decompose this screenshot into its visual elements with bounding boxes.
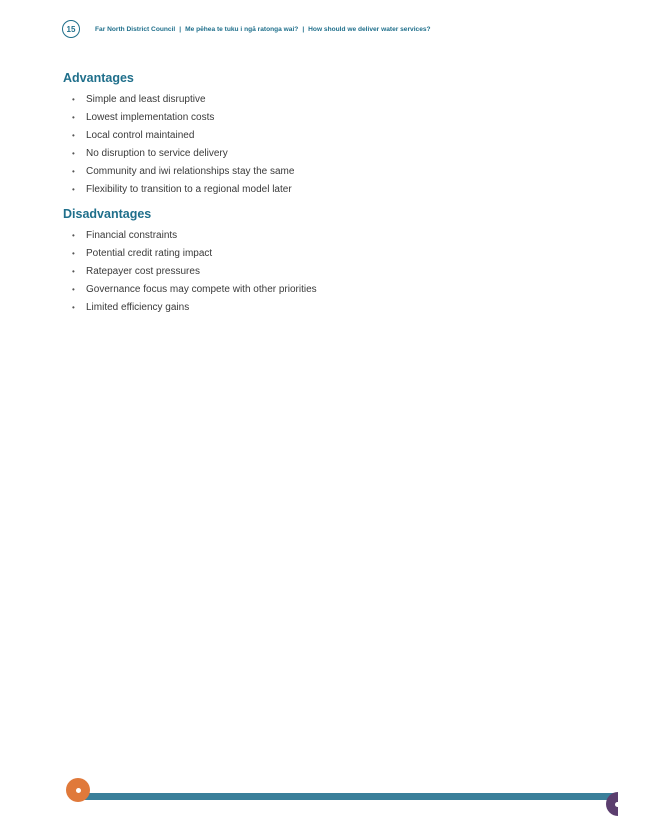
breadcrumb-maori-title: Me pēhea te tuku i ngā ratonga wai?: [185, 25, 299, 33]
bullet-icon: •: [72, 249, 75, 258]
bullet-icon: •: [72, 113, 75, 122]
list-item-text: Governance focus may compete with other priorities: [86, 284, 317, 295]
list-item-text: Flexibility to transition to a regional model later: [86, 184, 292, 195]
footer-dot-icon: [76, 788, 81, 793]
breadcrumb-council: Far North District Council: [95, 25, 176, 33]
list-item: [72, 145, 294, 163]
page-number: 15: [66, 24, 76, 34]
footer-purple-disc: [606, 792, 618, 816]
bullet-icon: •: [72, 95, 75, 104]
footer-purple-half-circle-icon: [606, 792, 618, 816]
list-item-text: Potential credit rating impact: [86, 248, 213, 259]
footer-orange-circle-icon: [66, 778, 90, 802]
list-item: [72, 281, 317, 299]
list-item: [72, 127, 294, 145]
list-item-text: Ratepayer cost pressures: [86, 266, 200, 277]
bullet-icon: •: [72, 267, 75, 276]
bullet-icon: •: [72, 149, 75, 158]
list-item-text: Local control maintained: [86, 130, 195, 141]
bullet-icon: •: [72, 167, 75, 176]
list-item: [72, 181, 294, 199]
list-item-text: No disruption to service delivery: [86, 148, 228, 159]
list-item: [72, 109, 294, 127]
page-header: [62, 19, 431, 39]
list-item-text: Lowest implementation costs: [86, 112, 215, 123]
list-item-text: Community and iwi relationships stay the same: [86, 166, 295, 177]
advantages-heading: Advantages: [63, 71, 134, 85]
list-item-text: Simple and least disruptive: [86, 94, 206, 105]
list-item: [72, 91, 294, 109]
bullet-icon: •: [72, 131, 75, 140]
page-number-badge: [62, 20, 80, 38]
list-item: [72, 245, 317, 263]
bullet-icon: •: [72, 303, 75, 312]
list-item: [72, 299, 317, 317]
advantages-list: [72, 91, 294, 199]
list-item-text: Limited efficiency gains: [86, 302, 190, 313]
disadvantages-list: [72, 227, 317, 317]
list-item: [72, 227, 317, 245]
bullet-icon: •: [72, 185, 75, 194]
breadcrumb-english-title: How should we deliver water services?: [308, 25, 431, 33]
bullet-icon: •: [72, 231, 75, 240]
list-item: [72, 263, 317, 281]
bullet-icon: •: [72, 285, 75, 294]
list-item: [72, 163, 294, 181]
footer-dot-icon: [615, 802, 619, 807]
breadcrumb: [95, 26, 431, 33]
breadcrumb-separator-1: |: [179, 25, 182, 33]
footer-bar: [78, 793, 616, 800]
list-item-text: Financial constraints: [86, 230, 178, 241]
breadcrumb-separator-2: |: [302, 25, 305, 33]
disadvantages-heading: Disadvantages: [63, 207, 152, 221]
